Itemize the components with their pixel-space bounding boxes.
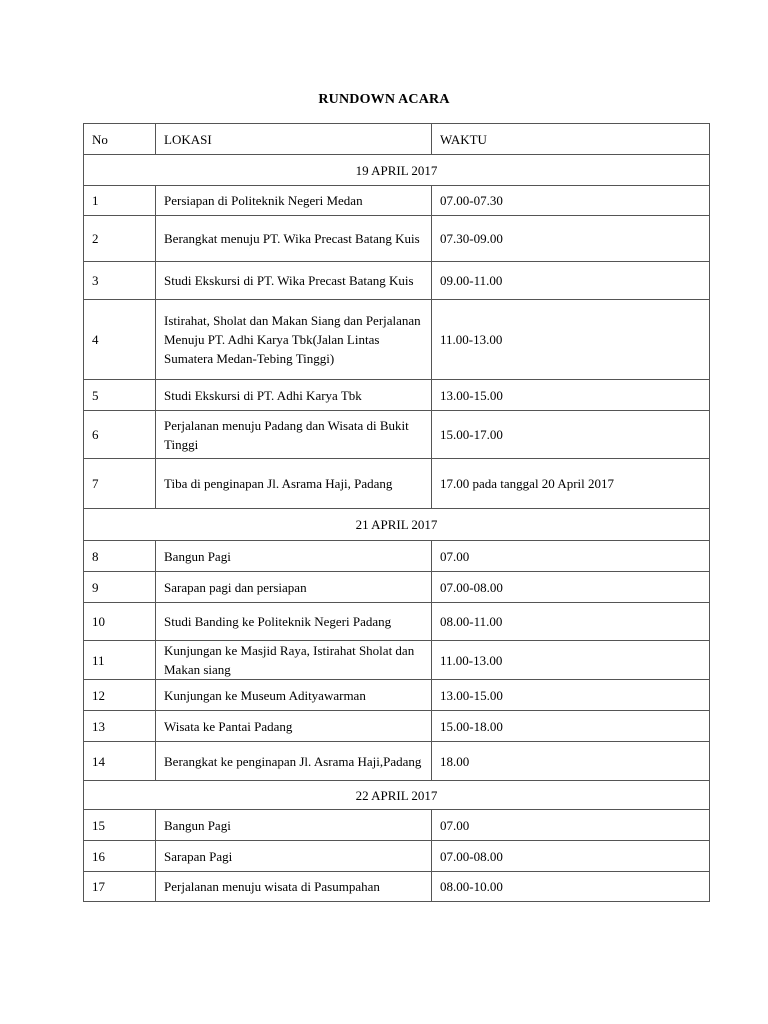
row-no: 7 [84,459,156,509]
table-row [84,680,710,711]
header-waktu: WAKTU [432,124,710,155]
table-row [84,841,710,872]
date-row [84,509,710,541]
document-title: RUNDOWN ACARA [318,92,450,107]
table-row [84,216,710,262]
header-no: No [84,124,156,155]
table-row [84,541,710,572]
table-row [84,300,710,380]
table-row [84,262,710,300]
row-no: 12 [84,680,156,711]
row-lokasi: Persiapan di Politeknik Negeri Medan [156,186,432,216]
row-waktu: 18.00 [432,742,710,781]
table-row [84,810,710,841]
row-waktu: 07.00-08.00 [432,572,710,603]
table-row [84,711,710,742]
row-lokasi: Berangkat menuju PT. Wika Precast Batang Kuis [156,216,432,262]
row-no: 3 [84,262,156,300]
row-waktu: 11.00-13.00 [432,641,710,680]
row-no: 13 [84,711,156,742]
row-lokasi: Wisata ke Pantai Padang [156,711,432,742]
row-no: 15 [84,810,156,841]
row-lokasi: Berangkat ke penginapan Jl. Asrama Haji,Padang [156,742,432,781]
table-row [84,459,710,509]
table-row [84,641,710,680]
row-waktu: 07.00-08.00 [432,841,710,872]
row-no: 14 [84,742,156,781]
row-waktu: 08.00-10.00 [432,872,710,902]
row-waktu: 07.00 [432,541,710,572]
rundown-table [83,123,710,902]
row-lokasi: Perjalanan menuju Padang dan Wisata di Bukit Tinggi [156,411,432,459]
row-no: 5 [84,380,156,411]
row-no: 1 [84,186,156,216]
row-no: 10 [84,603,156,641]
row-lokasi: Sarapan Pagi [156,841,432,872]
row-waktu: 11.00-13.00 [432,300,710,380]
row-lokasi: Kunjungan ke Museum Adityawarman [156,680,432,711]
row-lokasi: Kunjungan ke Masjid Raya, Istirahat Sholat dan Makan siang [156,641,432,680]
table-row [84,742,710,781]
table-row [84,380,710,411]
table-row [84,603,710,641]
row-lokasi: Bangun Pagi [156,810,432,841]
row-no: 16 [84,841,156,872]
row-waktu: 07.00 [432,810,710,841]
row-waktu: 13.00-15.00 [432,680,710,711]
row-waktu: 13.00-15.00 [432,380,710,411]
row-lokasi: Istirahat, Sholat dan Makan Siang dan Perjalanan Menuju PT. Adhi Karya Tbk(Jalan Lintas Sumatera Medan-Tebing Tinggi) [156,300,432,380]
row-waktu: 07.00-07.30 [432,186,710,216]
row-lokasi: Studi Banding ke Politeknik Negeri Padang [156,603,432,641]
row-no: 11 [84,641,156,680]
table-row [84,572,710,603]
row-waktu: 17.00 pada tanggal 20 April 2017 [432,459,710,509]
row-no: 8 [84,541,156,572]
row-no: 17 [84,872,156,902]
row-lokasi: Bangun Pagi [156,541,432,572]
row-waktu: 07.30-09.00 [432,216,710,262]
date-row [84,781,710,810]
row-waktu: 15.00-17.00 [432,411,710,459]
table-row [84,872,710,902]
row-lokasi: Perjalanan menuju wisata di Pasumpahan [156,872,432,902]
row-lokasi: Studi Ekskursi di PT. Wika Precast Batang Kuis [156,262,432,300]
row-waktu: 15.00-18.00 [432,711,710,742]
date-row [84,155,710,186]
row-no: 6 [84,411,156,459]
row-lokasi: Sarapan pagi dan persiapan [156,572,432,603]
row-no: 2 [84,216,156,262]
row-lokasi: Studi Ekskursi di PT. Adhi Karya Tbk [156,380,432,411]
date-label: 22 APRIL 2017 [84,781,710,810]
date-label: 21 APRIL 2017 [84,509,710,541]
row-no: 9 [84,572,156,603]
row-waktu: 08.00-11.00 [432,603,710,641]
date-label: 19 APRIL 2017 [84,155,710,186]
row-no: 4 [84,300,156,380]
header-lokasi: LOKASI [156,124,432,155]
row-lokasi: Tiba di penginapan Jl. Asrama Haji, Padang [156,459,432,509]
row-waktu: 09.00-11.00 [432,262,710,300]
table-row [84,186,710,216]
table-row [84,411,710,459]
header-row [84,124,710,155]
